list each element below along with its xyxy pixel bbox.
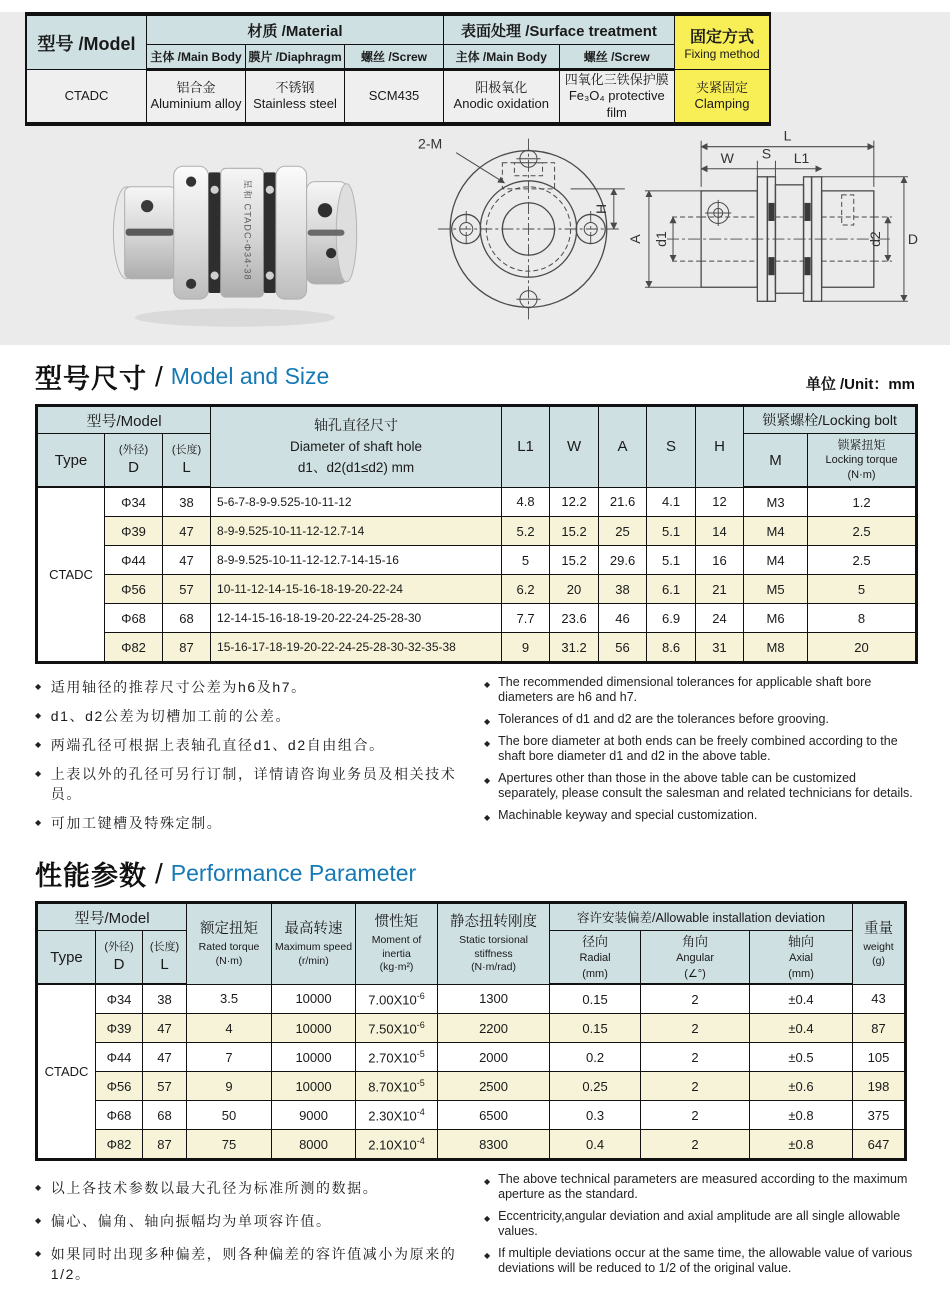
diamond-bullet-icon: ◆ xyxy=(35,1249,43,1258)
torque-cell: 75 xyxy=(187,1130,272,1160)
h-cell: 24 xyxy=(696,604,744,633)
diamond-bullet-icon: ◆ xyxy=(483,1214,491,1223)
diaphragm-bolt xyxy=(266,186,274,194)
weight-cell: 43 xyxy=(853,984,906,1014)
radial-cell: 0.3 xyxy=(550,1101,641,1130)
speed-cell: 10000 xyxy=(272,1014,356,1043)
m-cell: M8 xyxy=(744,633,808,663)
diaphragm-bolt xyxy=(211,186,219,194)
torque-cell: 1.2 xyxy=(808,487,917,517)
note-item: ◆ Eccentricity,angular deviation and axial amplitude are all single allowable values. xyxy=(483,1209,901,1238)
fixing-method-header xyxy=(675,14,771,70)
axial-cell: ±0.4 xyxy=(750,984,853,1014)
product-marking: 星和 CTADC-Φ34-38 xyxy=(242,179,253,281)
s-col-header: S xyxy=(647,406,696,488)
note-item: ◆ 可加工键槽及特殊定制。 xyxy=(35,815,223,831)
outer-dia-col-header: (外径) D xyxy=(105,434,163,488)
note-item: ◆ 适用轴径的推荐尺寸公差为h6及h7。 xyxy=(35,679,307,695)
s-cell: 5.1 xyxy=(647,546,696,575)
screw-material-cell: SCM435 xyxy=(345,70,444,124)
size-section-head xyxy=(35,357,915,396)
w-cell: 12.2 xyxy=(550,487,599,517)
model-value: CTADC xyxy=(26,70,147,124)
diamond-bullet-icon: ◆ xyxy=(483,1251,491,1260)
inertia-cell: $2.70X10^{-5}$ xyxy=(356,1043,438,1072)
diaphragm-bolt xyxy=(266,272,274,280)
size-notes-en xyxy=(484,668,915,842)
perf-section-title xyxy=(35,854,416,893)
perf-notes xyxy=(0,1161,950,1297)
model-size-table xyxy=(35,404,918,664)
d-cell: Φ68 xyxy=(96,1101,143,1130)
inertia-cell: $2.10X10^{-4}$ xyxy=(356,1130,438,1160)
h-col-header: H xyxy=(696,406,744,488)
radial-cell: 0.15 xyxy=(550,1014,641,1043)
inertia-header: 惯性矩 Moment of inertia (kg·m²) xyxy=(356,903,438,985)
speed-cell: 10000 xyxy=(272,984,356,1014)
note-item: ◆ 以上各技术参数以最大孔径为标准所测的数据。 xyxy=(35,1180,379,1196)
d-cell: Φ56 xyxy=(96,1072,143,1101)
material-header: 材质 /Material xyxy=(147,14,444,45)
axial-cell: ±0.4 xyxy=(750,1014,853,1043)
w-col-header: W xyxy=(550,406,599,488)
fixing-method-en: Fixing method xyxy=(684,47,760,61)
perf-header-row-1 xyxy=(37,903,906,931)
diamond-bullet-icon: ◆ xyxy=(35,818,43,827)
diamond-bullet-icon: ◆ xyxy=(483,1177,491,1186)
note-item: ◆ 偏心、偏角、轴向振幅均为单项容许值。 xyxy=(35,1213,332,1229)
speed-cell: 8000 xyxy=(272,1130,356,1160)
size-header-row-1 xyxy=(37,406,917,434)
angular-header: 角向 Angular (∠°) xyxy=(641,931,750,985)
l-cell: 68 xyxy=(163,604,211,633)
a-col-header: A xyxy=(599,406,647,488)
diaphragm-subheader: 膜片 /Diaphragm xyxy=(246,45,345,70)
torque-cell: 3.5 xyxy=(187,984,272,1014)
a-cell: 46 xyxy=(599,604,647,633)
technical-drawing xyxy=(410,110,920,342)
unit-label: 单位 /Unit：mm xyxy=(805,376,915,393)
d-cell: Φ82 xyxy=(105,633,163,663)
m-cell: M5 xyxy=(744,575,808,604)
left-clamp-screw-hole xyxy=(141,200,153,212)
l-cell: 38 xyxy=(143,984,187,1014)
torque-cell: 50 xyxy=(187,1101,272,1130)
note-item: ◆ The bore diameter at both ends can be freely combined according to the shaft bore diameter d1 and d2 in the above table. xyxy=(483,734,898,763)
diamond-bullet-icon: ◆ xyxy=(35,711,43,720)
axial-header: 轴向 Axial (mm) xyxy=(750,931,853,985)
torque-cell: 7 xyxy=(187,1043,272,1072)
l1-cell: 5.2 xyxy=(502,517,550,546)
diamond-bullet-icon: ◆ xyxy=(483,776,491,785)
m-cell: M4 xyxy=(744,546,808,575)
left-hub-slit xyxy=(126,229,174,236)
w-cell: 15.2 xyxy=(550,517,599,546)
d-cell: Φ68 xyxy=(105,604,163,633)
diaphragm-bolt xyxy=(211,272,219,280)
diamond-bullet-icon: ◆ xyxy=(483,680,491,689)
perf-table-row xyxy=(37,1072,906,1101)
angular-cell: 2 xyxy=(641,1043,750,1072)
type-value-cell: CTADC xyxy=(37,984,96,1160)
perf-title-cn: 性能参数 xyxy=(35,861,147,891)
m-cell: M6 xyxy=(744,604,808,633)
w-cell: 15.2 xyxy=(550,546,599,575)
l-cell: 87 xyxy=(163,633,211,663)
type-col-header: Type xyxy=(37,931,96,985)
note-item: ◆ d1、d2公差为切槽加工前的公差。 xyxy=(35,708,292,724)
size-table-row xyxy=(37,604,917,633)
size-table-row xyxy=(37,546,917,575)
inertia-cell: $8.70X10^{-5}$ xyxy=(356,1072,438,1101)
dim-label-l: L xyxy=(783,127,792,144)
stiffness-cell: 8300 xyxy=(438,1130,550,1160)
weight-cell: 647 xyxy=(853,1130,906,1160)
torque-cell: 4 xyxy=(187,1014,272,1043)
perf-table-row xyxy=(37,984,906,1014)
length-col-header: (长度) L xyxy=(143,931,187,985)
type-value-cell: CTADC xyxy=(37,487,105,663)
stiffness-header: 静态扭转刚度 Static torsional stiffness (N·m/rad) xyxy=(438,903,550,985)
outer-dia-col-header: (外径) D xyxy=(96,931,143,985)
diamond-bullet-icon: ◆ xyxy=(35,1183,43,1192)
front-view xyxy=(418,136,625,320)
note-item: ◆ 如果同时出现多种偏差，则各种偏差的容许值减小为原来的1/2。 xyxy=(35,1246,457,1282)
right-hub-slit xyxy=(308,230,345,236)
size-title-en: Model and Size xyxy=(170,363,330,389)
l1-cell: 9 xyxy=(502,633,550,663)
size-table-row xyxy=(37,517,917,546)
radial-header: 径向 Radial (mm) xyxy=(550,931,641,985)
weight-cell: 198 xyxy=(853,1072,906,1101)
diamond-bullet-icon: ◆ xyxy=(483,813,491,822)
axial-cell: ±0.6 xyxy=(750,1072,853,1101)
locking-bolt-header: 锁紧螺栓/Locking bolt xyxy=(744,406,917,434)
weight-header: 重量 weight (g) xyxy=(853,903,906,985)
size-table-row xyxy=(37,575,917,604)
rated-torque-header: 额定扭矩 Rated torque (N·m) xyxy=(187,903,272,985)
flange-bolt xyxy=(186,279,196,289)
diamond-bullet-icon: ◆ xyxy=(35,740,43,749)
weight-cell: 87 xyxy=(853,1014,906,1043)
angular-cell: 2 xyxy=(641,1101,750,1130)
stiffness-cell: 2500 xyxy=(438,1072,550,1101)
diamond-bullet-icon: ◆ xyxy=(483,739,491,748)
diaphragm-material-cell: 不锈钢 Stainless steel xyxy=(246,70,345,124)
d-cell: Φ34 xyxy=(105,487,163,517)
torque-cell: 20 xyxy=(808,633,917,663)
stiffness-cell: 2000 xyxy=(438,1043,550,1072)
l1-cell: 5 xyxy=(502,546,550,575)
d-cell: Φ34 xyxy=(96,984,143,1014)
w-cell: 20 xyxy=(550,575,599,604)
diamond-bullet-icon: ◆ xyxy=(35,1216,43,1225)
a-cell: 29.6 xyxy=(599,546,647,575)
holes-cell: 8-9-9.525-10-11-12-12.7-14-15-16 xyxy=(211,546,502,575)
radial-cell: 0.4 xyxy=(550,1130,641,1160)
perf-table-row xyxy=(37,1130,906,1160)
d-cell: Φ39 xyxy=(96,1014,143,1043)
holes-cell: 10-11-12-14-15-16-18-19-20-22-24 xyxy=(211,575,502,604)
radial-cell: 0.2 xyxy=(550,1043,641,1072)
a-cell: 21.6 xyxy=(599,487,647,517)
h-cell: 14 xyxy=(696,517,744,546)
holes-cell: 15-16-17-18-19-20-22-24-25-28-30-32-35-38 xyxy=(211,633,502,663)
angular-cell: 2 xyxy=(641,1014,750,1043)
torque-cell: 9 xyxy=(187,1072,272,1101)
l-cell: 47 xyxy=(163,517,211,546)
torque-cell: 5 xyxy=(808,575,917,604)
radial-cell: 0.15 xyxy=(550,984,641,1014)
weight-cell: 105 xyxy=(853,1043,906,1072)
s-cell: 4.1 xyxy=(647,487,696,517)
datasheet-page xyxy=(0,12,950,1282)
d-cell: Φ39 xyxy=(105,517,163,546)
m-cell: M3 xyxy=(744,487,808,517)
diamond-bullet-icon: ◆ xyxy=(35,682,43,691)
m-cell: M4 xyxy=(744,517,808,546)
l-cell: 87 xyxy=(143,1130,187,1160)
angular-cell: 2 xyxy=(641,984,750,1014)
main-body-subheader: 主体 /Main Body xyxy=(147,45,246,70)
note-item: ◆ 两端孔径可根据上表轴孔直径d1、d2自由组合。 xyxy=(35,737,385,753)
surface-body-cell: 阳极氧化 Anodic oxidation xyxy=(444,70,560,124)
right-flange xyxy=(276,166,307,299)
size-table-row xyxy=(37,633,917,663)
l1-cell: 4.8 xyxy=(502,487,550,517)
s-cell: 5.1 xyxy=(647,517,696,546)
inertia-cell: $7.00X10^{-6}$ xyxy=(356,984,438,1014)
model-header: 型号 /Model xyxy=(26,14,147,70)
h-cell: 21 xyxy=(696,575,744,604)
fixing-value-cell: 夹紧固定 Clamping xyxy=(675,70,771,124)
right-hub-hole xyxy=(326,248,336,258)
perf-section-head xyxy=(35,854,915,893)
length-col-header: (长度) L xyxy=(163,434,211,488)
dim-label-d1: d1 xyxy=(653,231,670,247)
size-notes-cn xyxy=(35,668,484,842)
model-col-header: 型号/Model xyxy=(37,406,211,434)
body-material-cell: 铝合金 Aluminium alloy xyxy=(147,70,246,124)
locking-torque-header: 锁紧扭矩 Locking torque (N·m) xyxy=(808,434,917,488)
right-hub-hole xyxy=(318,203,332,217)
note-item: ◆ Apertures other than those in the above table can be customized separately, please consult the salesman and related technicians for details. xyxy=(483,771,913,800)
note-item: ◆ If multiple deviations occur at the same time, the allowable value of various deviations will be reduced to 1/2 of the original value. xyxy=(483,1246,913,1275)
dim-label-h: H xyxy=(592,203,609,215)
l1-cell: 6.2 xyxy=(502,575,550,604)
size-title-cn: 型号尺寸 xyxy=(35,364,147,394)
max-speed-header: 最高转速 Maximum speed (r/min) xyxy=(272,903,356,985)
dim-label-a: A xyxy=(626,234,643,244)
l-cell: 47 xyxy=(163,546,211,575)
surface-treatment-header: 表面处理 /Surface treatment xyxy=(444,14,675,45)
spec-header-row-1 xyxy=(26,14,770,45)
perf-title-en: Performance Parameter xyxy=(170,860,417,886)
dim-label-s: S xyxy=(761,145,772,162)
w-cell: 23.6 xyxy=(550,604,599,633)
stiffness-cell: 2200 xyxy=(438,1014,550,1043)
surface-screw-cell: 四氧化三铁保护膜 Fe₃O₄ protective film xyxy=(559,70,675,124)
size-table-row xyxy=(37,487,917,517)
axial-cell: ±0.8 xyxy=(750,1130,853,1160)
note-item: ◆ Machinable keyway and special customization. xyxy=(483,808,758,822)
h-cell: 31 xyxy=(696,633,744,663)
perf-table-row xyxy=(37,1014,906,1043)
screw-subheader: 螺丝 /Screw xyxy=(345,45,444,70)
diamond-bullet-icon: ◆ xyxy=(483,717,491,726)
h-cell: 12 xyxy=(696,487,744,517)
torque-cell: 2.5 xyxy=(808,517,917,546)
perf-notes-en xyxy=(484,1165,915,1297)
d-cell: Φ56 xyxy=(105,575,163,604)
d-cell: Φ82 xyxy=(96,1130,143,1160)
inertia-cell: $2.30X10^{-4}$ xyxy=(356,1101,438,1130)
l-cell: 57 xyxy=(163,575,211,604)
diamond-bullet-icon: ◆ xyxy=(35,769,43,778)
m-col-header: M xyxy=(744,434,808,488)
w-cell: 31.2 xyxy=(550,633,599,663)
a-cell: 56 xyxy=(599,633,647,663)
torque-cell: 2.5 xyxy=(808,546,917,575)
surface-main-body-subheader: 主体 /Main Body xyxy=(444,45,560,70)
photo-shadow xyxy=(135,308,335,326)
surface-screw-subheader: 螺丝 /Screw xyxy=(559,45,675,70)
torque-cell: 8 xyxy=(808,604,917,633)
size-section-title xyxy=(35,357,329,396)
s-cell: 6.1 xyxy=(647,575,696,604)
angular-cell: 2 xyxy=(641,1130,750,1160)
holes-cell: 5-6-7-8-9-9.525-10-11-12 xyxy=(211,487,502,517)
perf-table-row xyxy=(37,1101,906,1130)
a-cell: 25 xyxy=(599,517,647,546)
perf-table-row xyxy=(37,1043,906,1072)
l-cell: 68 xyxy=(143,1101,187,1130)
axial-cell: ±0.5 xyxy=(750,1043,853,1072)
fixing-method-cn: 固定方式 xyxy=(689,29,754,46)
dim-label-l1: L1 xyxy=(793,149,810,166)
l-cell: 57 xyxy=(143,1072,187,1101)
l-cell: 47 xyxy=(143,1014,187,1043)
weight-cell: 375 xyxy=(853,1101,906,1130)
stiffness-cell: 6500 xyxy=(438,1101,550,1130)
l-cell: 47 xyxy=(143,1043,187,1072)
deviation-header: 容许安装偏差/Allowable installation deviation xyxy=(550,903,853,931)
radial-cell: 0.25 xyxy=(550,1072,641,1101)
thread-label: 2-M xyxy=(418,135,443,152)
shaft-hole-header: 轴孔直径尺寸 Diameter of shaft hole d1、d2(d1≤d2) mm xyxy=(211,406,502,488)
d-cell: Φ44 xyxy=(105,546,163,575)
s-cell: 8.6 xyxy=(647,633,696,663)
l1-col-header: L1 xyxy=(502,406,550,488)
dim-label-d: D xyxy=(907,231,919,248)
note-item: ◆ Tolerances of d1 and d2 are the tolerances before grooving. xyxy=(483,712,829,726)
speed-cell: 10000 xyxy=(272,1043,356,1072)
stiffness-cell: 1300 xyxy=(438,984,550,1014)
title-slash: / xyxy=(155,360,163,392)
perf-notes-cn xyxy=(35,1165,484,1297)
speed-cell: 9000 xyxy=(272,1101,356,1130)
model-col-header: 型号/Model xyxy=(37,903,187,931)
speed-cell: 10000 xyxy=(272,1072,356,1101)
dim-label-w: W xyxy=(720,149,734,166)
holes-cell: 8-9-9.525-10-11-12-12.7-14 xyxy=(211,517,502,546)
performance-table xyxy=(35,901,907,1161)
product-overview-section xyxy=(0,12,950,345)
s-cell: 6.9 xyxy=(647,604,696,633)
dim-label-d2: d2 xyxy=(866,231,883,247)
l-cell: 38 xyxy=(163,487,211,517)
title-slash: / xyxy=(155,857,163,889)
angular-cell: 2 xyxy=(641,1072,750,1101)
inertia-cell: $7.50X10^{-6}$ xyxy=(356,1014,438,1043)
d-cell: Φ44 xyxy=(96,1043,143,1072)
holes-cell: 12-14-15-16-18-19-20-22-24-25-28-30 xyxy=(211,604,502,633)
note-item: ◆ The above technical parameters are measured according to the maximum aperture as the standard. xyxy=(483,1172,908,1201)
a-cell: 38 xyxy=(599,575,647,604)
note-item: ◆ 上表以外的孔径可另行订制，详情请咨询业务员及相关技术员。 xyxy=(35,766,457,802)
size-notes xyxy=(0,664,950,842)
side-view xyxy=(627,128,918,302)
note-item: ◆ The recommended dimensional tolerances for applicable shaft bore diameters are h6 and h7. xyxy=(483,675,872,704)
h-cell: 16 xyxy=(696,546,744,575)
type-col-header: Type xyxy=(37,434,105,488)
axial-cell: ±0.8 xyxy=(750,1101,853,1130)
flange-bolt xyxy=(186,176,196,186)
l1-cell: 7.7 xyxy=(502,604,550,633)
product-photo xyxy=(103,108,361,338)
